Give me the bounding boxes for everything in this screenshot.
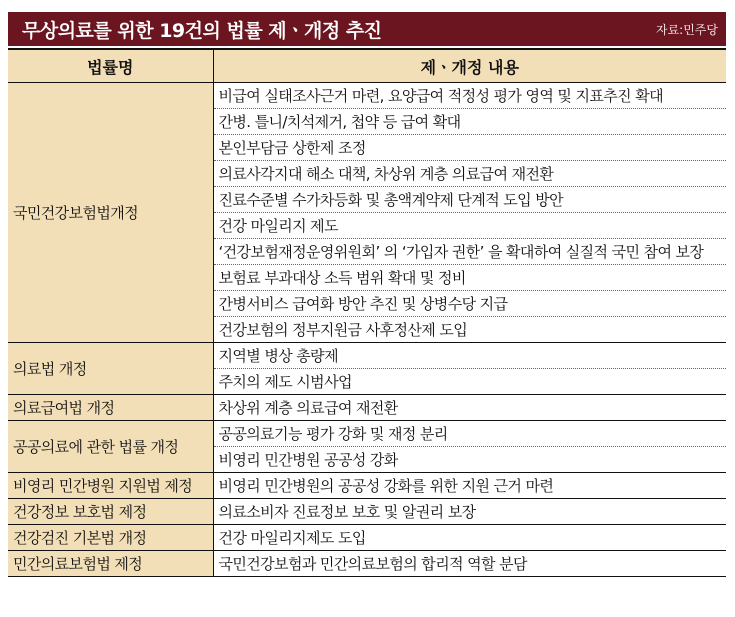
table-row (8, 395, 726, 421)
amendment-content-cell: 의료소비자 진료정보 보호 및 알권리 보장 (213, 499, 726, 525)
table-header-row (8, 49, 726, 83)
amendment-content-cell: 의료사각지대 해소 대책, 차상위 계층 의료급여 재전환 (213, 161, 726, 187)
amendment-content-cell: 건강 마일리지제도 도입 (213, 525, 726, 551)
law-name-cell: 건강정보 보호법 제정 (8, 499, 213, 525)
column-header-content: 제ㆍ개정 내용 (213, 49, 726, 83)
amendment-content-cell: 비급여 실태조사근거 마련, 요양급여 적정성 평가 영역 및 지표추진 확대 (213, 83, 726, 109)
amendment-content-cell: 보험료 부과대상 소득 범위 확대 및 정비 (213, 265, 726, 291)
law-name-cell: 민간의료보험법 제정 (8, 551, 213, 577)
amendment-content-cell: 비영리 민간병원 공공성 강화 (213, 447, 726, 473)
amendment-content-cell: ‘건강보험재정운영위원회’ 의 ‘가입자 권한’ 을 확대하여 실질적 국민 참여 보장 (213, 239, 726, 265)
amendment-content-cell: 지역별 병상 총량제 (213, 343, 726, 369)
amendment-content-cell: 진료수준별 수가차등화 및 총액계약제 단계적 도입 방안 (213, 187, 726, 213)
table-row (8, 83, 726, 109)
amendment-content-cell: 국민건강보험과 민간의료보험의 합리적 역할 분담 (213, 551, 726, 577)
law-table (8, 48, 726, 577)
amendment-content-cell: 비영리 민간병원의 공공성 강화를 위한 지원 근거 마련 (213, 473, 726, 499)
table-body (8, 83, 726, 577)
title-bar (8, 12, 726, 46)
law-name-cell: 의료법 개정 (8, 343, 213, 395)
table-row (8, 473, 726, 499)
amendment-content-cell: 공공의료기능 평가 강화 및 재정 분리 (213, 421, 726, 447)
law-name-cell: 비영리 민간병원 지원법 제정 (8, 473, 213, 499)
column-header-law: 법률명 (8, 49, 213, 83)
page-title: 무상의료를 위한 19건의 법률 제ㆍ개정 추진 (22, 19, 382, 42)
law-name-cell: 공공의료에 관한 법률 개정 (8, 421, 213, 473)
amendment-content-cell: 차상위 계층 의료급여 재전환 (213, 395, 726, 421)
table-row (8, 499, 726, 525)
table-row (8, 525, 726, 551)
amendment-content-cell: 본인부담금 상한제 조정 (213, 135, 726, 161)
amendment-content-cell: 건강보험의 정부지원금 사후정산제 도입 (213, 317, 726, 343)
table-row (8, 551, 726, 577)
amendment-content-cell: 주치의 제도 시범사업 (213, 369, 726, 395)
law-name-cell: 의료급여법 개정 (8, 395, 213, 421)
law-name-cell: 국민건강보험법개정 (8, 83, 213, 343)
amendment-content-cell: 간병서비스 급여화 방안 추진 및 상병수당 지급 (213, 291, 726, 317)
amendment-content-cell: 간병. 틀니/치석제거, 첩약 등 급여 확대 (213, 109, 726, 135)
source-label: 자료:민주당 (655, 22, 718, 37)
amendment-content-cell: 건강 마일리지 제도 (213, 213, 726, 239)
table-row (8, 343, 726, 369)
law-name-cell: 건강검진 기본법 개정 (8, 525, 213, 551)
table-row (8, 421, 726, 447)
